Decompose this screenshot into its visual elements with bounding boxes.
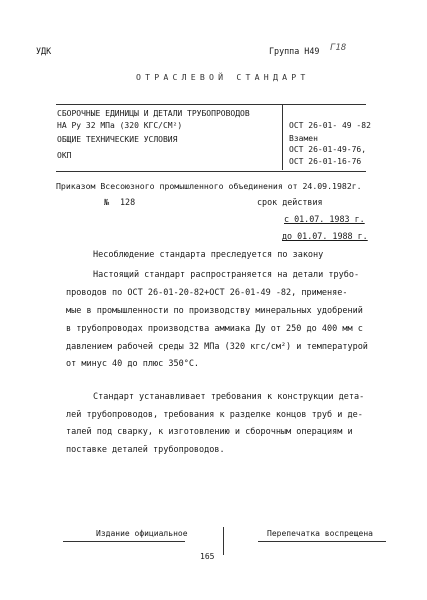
order-line: Приказом Всесоюзного промышленного объединения от 24.09.1982г. — [56, 181, 362, 191]
scope-line-2: проводов по ОСТ 26-01-20-82+ОСТ 26-01-49 -82, применяе- — [66, 288, 348, 298]
page-number: 165 — [200, 552, 215, 561]
scope-line-4: в трубопроводах производства аммиака Ду от 250 до 400 мм с — [66, 324, 363, 334]
title-divider — [282, 104, 283, 170]
legal-notice: Несоблюдение стандарта преследуется по закону — [93, 250, 324, 260]
standard-name-line3: ОБЩИЕ ТЕХНИЧЕСКИЕ УСЛОВИЯ — [57, 135, 178, 144]
order-number-sign: № — [104, 197, 110, 207]
order-number: 128 — [120, 197, 136, 207]
title-top-rule — [56, 104, 366, 105]
scope-line-1: Настоящий стандарт распространяется на детали трубо- — [93, 270, 360, 280]
standard-name-line2: НА Ру 32 МПа (320 КГС/СМ²) — [57, 121, 183, 130]
footer-right-rule — [258, 541, 386, 542]
footer-divider — [223, 527, 224, 555]
group-label: Группа Н49 — [269, 46, 320, 56]
requirements-line-3: талей под сварку, к изготовлению и сборочным операциям и — [66, 427, 353, 437]
scope-line-6: от минус 40 до плюс 350°С. — [66, 359, 200, 369]
group-handwritten-note: Г18 — [330, 43, 347, 53]
requirements-line-2: лей трубопроводов, требования к разделке концов труб и де- — [66, 410, 363, 420]
standard-name-line1: СБОРОЧНЫЕ ЕДИНИЦЫ И ДЕТАЛИ ТРУБОПРОВОДОВ — [57, 109, 250, 118]
replace-standard-2: ОСТ 26-01-16-76 — [289, 157, 362, 166]
scope-line-5: давлением рабочей среды 32 МПа (320 кгс/см²) и температурой — [66, 342, 368, 352]
replace-standard-1: ОСТ 26-01-49-76, — [289, 145, 367, 154]
requirements-line-1: Стандарт устанавливает требования к конструкции дета- — [93, 392, 365, 402]
validity-to: до 01.07. 1988 г. — [282, 231, 368, 241]
footer-left-rule — [63, 541, 185, 542]
okp-label: ОКП — [57, 151, 72, 160]
validity-period-label: срок действия — [257, 197, 323, 207]
udk-label: УДК — [36, 46, 52, 56]
scope-line-3: мые в промышленности по производству минеральных удобрений — [66, 306, 363, 316]
validity-from: с 01.07. 1983 г. — [284, 214, 365, 224]
title-bottom-rule — [56, 171, 366, 172]
document-title: ОТРАСЛЕВОЙ СТАНДАРТ — [136, 72, 310, 82]
requirements-line-4: поставке деталей трубопроводов. — [66, 445, 225, 455]
standard-code: ОСТ 26-01- 49 -82 — [289, 121, 371, 130]
official-edition-label: Издание официальное — [96, 529, 188, 538]
reprint-prohibited-label: Перепечатка воспрещена — [267, 529, 373, 538]
replace-label: Взамен — [289, 134, 318, 143]
